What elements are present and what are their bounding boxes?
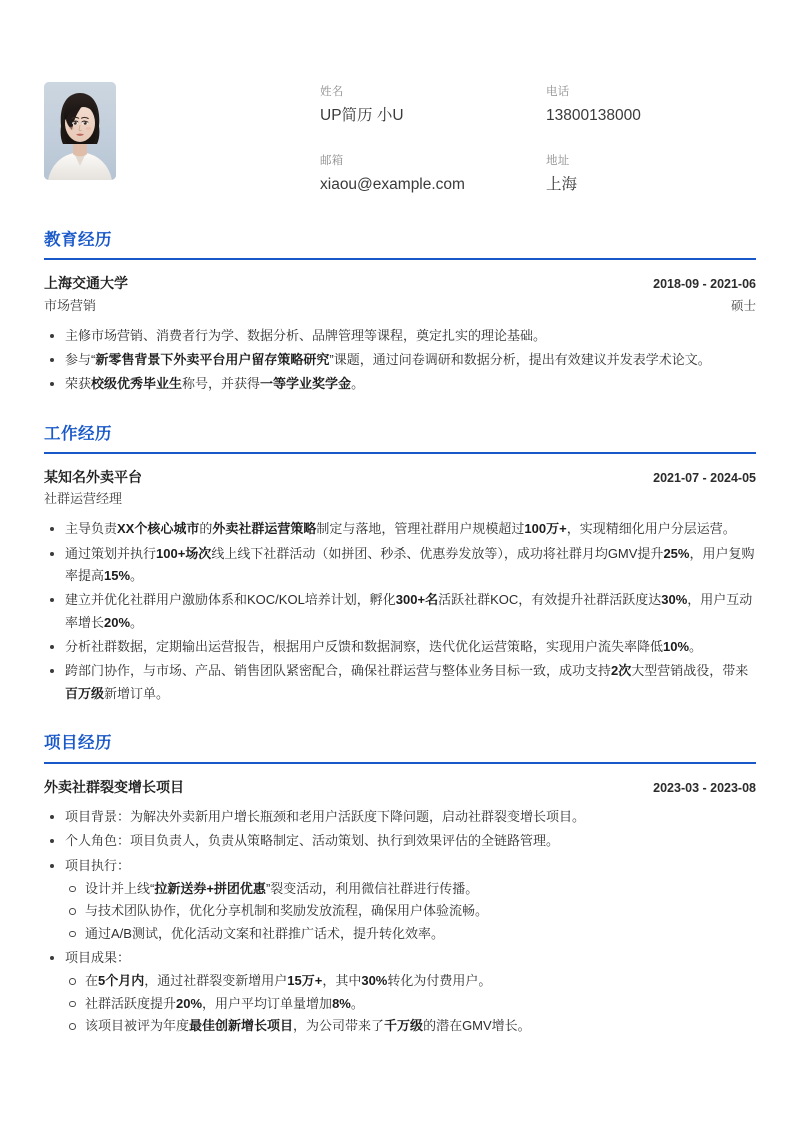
- entry-organization: 外卖社群裂变增长项目: [44, 778, 184, 795]
- bullet-item: [44, 589, 756, 634]
- bullet-text: 主导负责XX个核心城市的外卖社群运营策略制定与落地，管理社群用户规模超过100万+，实现精细化用户分层运营。: [65, 521, 736, 537]
- entry-subheader-row: [44, 490, 756, 509]
- entry: [44, 273, 756, 395]
- bullet-text: 荣获校级优秀毕业生称号，并获得一等学业奖学金。: [65, 376, 365, 392]
- entry-date-range: 2021-07 - 2024-05: [653, 471, 756, 486]
- sub-bullet-item: 该项目被评为年度最佳创新增长项目，为公司带来了千万级的潜在GMV增长。: [65, 1015, 756, 1037]
- bullet-item: [44, 373, 756, 395]
- section-divider: [44, 452, 756, 454]
- section-projects: [44, 733, 756, 1037]
- bullet-text: 参与“新零售背景下外卖平台用户留存策略研究”课题，通过问卷调研和数据分析，提出有效建议并发表学术论文。: [65, 351, 711, 367]
- contact-label-phone: 电话: [546, 86, 570, 98]
- contact-value-email: xiaou@example.com: [320, 176, 465, 194]
- contact-value-phone: 13800138000: [546, 107, 641, 125]
- bullet-item: [44, 543, 756, 588]
- bullet-item: [44, 806, 756, 828]
- section-title-projects: 项目经历: [44, 734, 112, 753]
- bullet-item: [44, 947, 756, 1037]
- section-divider: [44, 258, 756, 260]
- bullet-item: [44, 855, 756, 945]
- section-divider: [44, 762, 756, 764]
- bullet-text: 建立并优化社群用户激励体系和KOC/KOL培养计划，孵化300+名活跃社群KOC，有效提升社群活跃度达30%，用户互动率增长20%。: [65, 592, 753, 630]
- bullet-item: [44, 660, 756, 705]
- entry-date-range: 2018-09 - 2021-06: [653, 277, 756, 292]
- bullet-text: 项目成果：: [65, 950, 131, 966]
- bullet-text: 个人角色：项目负责人，负责从策略制定、活动策划、执行到效果评估的全链路管理。: [65, 833, 560, 849]
- entry-role: 社群运营经理: [44, 491, 123, 507]
- contact-field-address: [546, 153, 756, 196]
- avatar: [44, 82, 116, 180]
- bullet-text: 跨部门协作，与市场、产品、销售团队紧密配合，确保社群运营与整体业务目标一致，成功支持2次大型营销战役，带来百万级新增订单。: [65, 663, 749, 701]
- entry: [44, 467, 756, 705]
- bullet-list: [44, 325, 756, 396]
- section-title-work: 工作经历: [44, 424, 112, 443]
- entry: [44, 777, 756, 1038]
- contact-label-address: 地址: [546, 155, 570, 168]
- entry-header-row: [44, 273, 756, 293]
- resume-header: [44, 0, 756, 200]
- bullet-list: [44, 518, 756, 705]
- bullet-item: [44, 325, 756, 347]
- section-title-education: 教育经历: [44, 231, 112, 250]
- contact-field-phone: [546, 84, 756, 127]
- sub-bullet-item: 在5个月内，通过社群裂变新增用户15万+，其中30%转化为付费用户。: [65, 970, 756, 992]
- section-work: [44, 424, 756, 705]
- entry-date-range: 2023-03 - 2023-08: [653, 780, 756, 795]
- sub-bullet-list: [65, 970, 756, 1037]
- sub-bullet-item: 设计并上线“拉新送券+拼团优惠”裂变活动，利用微信社群进行传播。: [65, 878, 756, 900]
- sub-bullet-item: 社群活跃度提升20%，用户平均订单量增加8%。: [65, 993, 756, 1015]
- contact-field-name: [320, 84, 530, 127]
- entry-organization: 某知名外卖平台: [44, 469, 142, 486]
- entry-header-row: [44, 777, 756, 797]
- sub-bullet-list: [65, 878, 756, 945]
- contact-label-email: 邮箱: [320, 155, 344, 168]
- bullet-text: 通过策划并执行100+场次线上线下社群活动（如拼团、秒杀、优惠券发放等），成功将社群月均GMV提升25%，用户复购率提高15%。: [65, 545, 755, 583]
- bullet-item: [44, 518, 756, 540]
- sub-bullet-item: 通过A/B测试，优化活动文案和社群推广话术，提升转化效率。: [65, 923, 756, 945]
- bullet-text: 主修市场营销、消费者行为学、数据分析、品牌管理等课程，奠定扎实的理论基础。: [65, 327, 547, 343]
- entry-header-row: [44, 467, 756, 487]
- bullet-list: [44, 806, 756, 1038]
- bullet-item: [44, 636, 756, 658]
- entry-role: 市场营销: [44, 297, 97, 313]
- sub-bullet-item: 与技术团队协作，优化分享机制和奖励发放流程，确保用户体验流畅。: [65, 900, 756, 922]
- section-education: [44, 230, 756, 396]
- bullet-text: 项目背景：为解决外卖新用户增长瓶颈和老用户活跃度下降问题，启动社群裂变增长项目。: [65, 808, 586, 824]
- bullet-text: 分析社群数据，定期输出运营报告，根据用户反馈和数据洞察，迭代优化运营策略，实现用户流失率降低10%。: [65, 639, 703, 655]
- contact-value-address: 上海: [546, 176, 578, 194]
- entry-subheader-row: [44, 297, 756, 316]
- avatar-photo: [44, 82, 116, 180]
- contact-label-name: 姓名: [320, 86, 344, 98]
- contact-field-email: [320, 153, 530, 196]
- entry-organization: 上海交通大学: [44, 275, 128, 292]
- bullet-item: [44, 349, 756, 371]
- contact-info: [320, 84, 756, 196]
- resume-sections: [44, 230, 756, 1037]
- bullet-item: [44, 830, 756, 852]
- bullet-text: 项目执行：: [65, 857, 131, 873]
- contact-value-name: UP简历 小U: [320, 107, 404, 125]
- entry-meta: 硕士: [730, 298, 756, 313]
